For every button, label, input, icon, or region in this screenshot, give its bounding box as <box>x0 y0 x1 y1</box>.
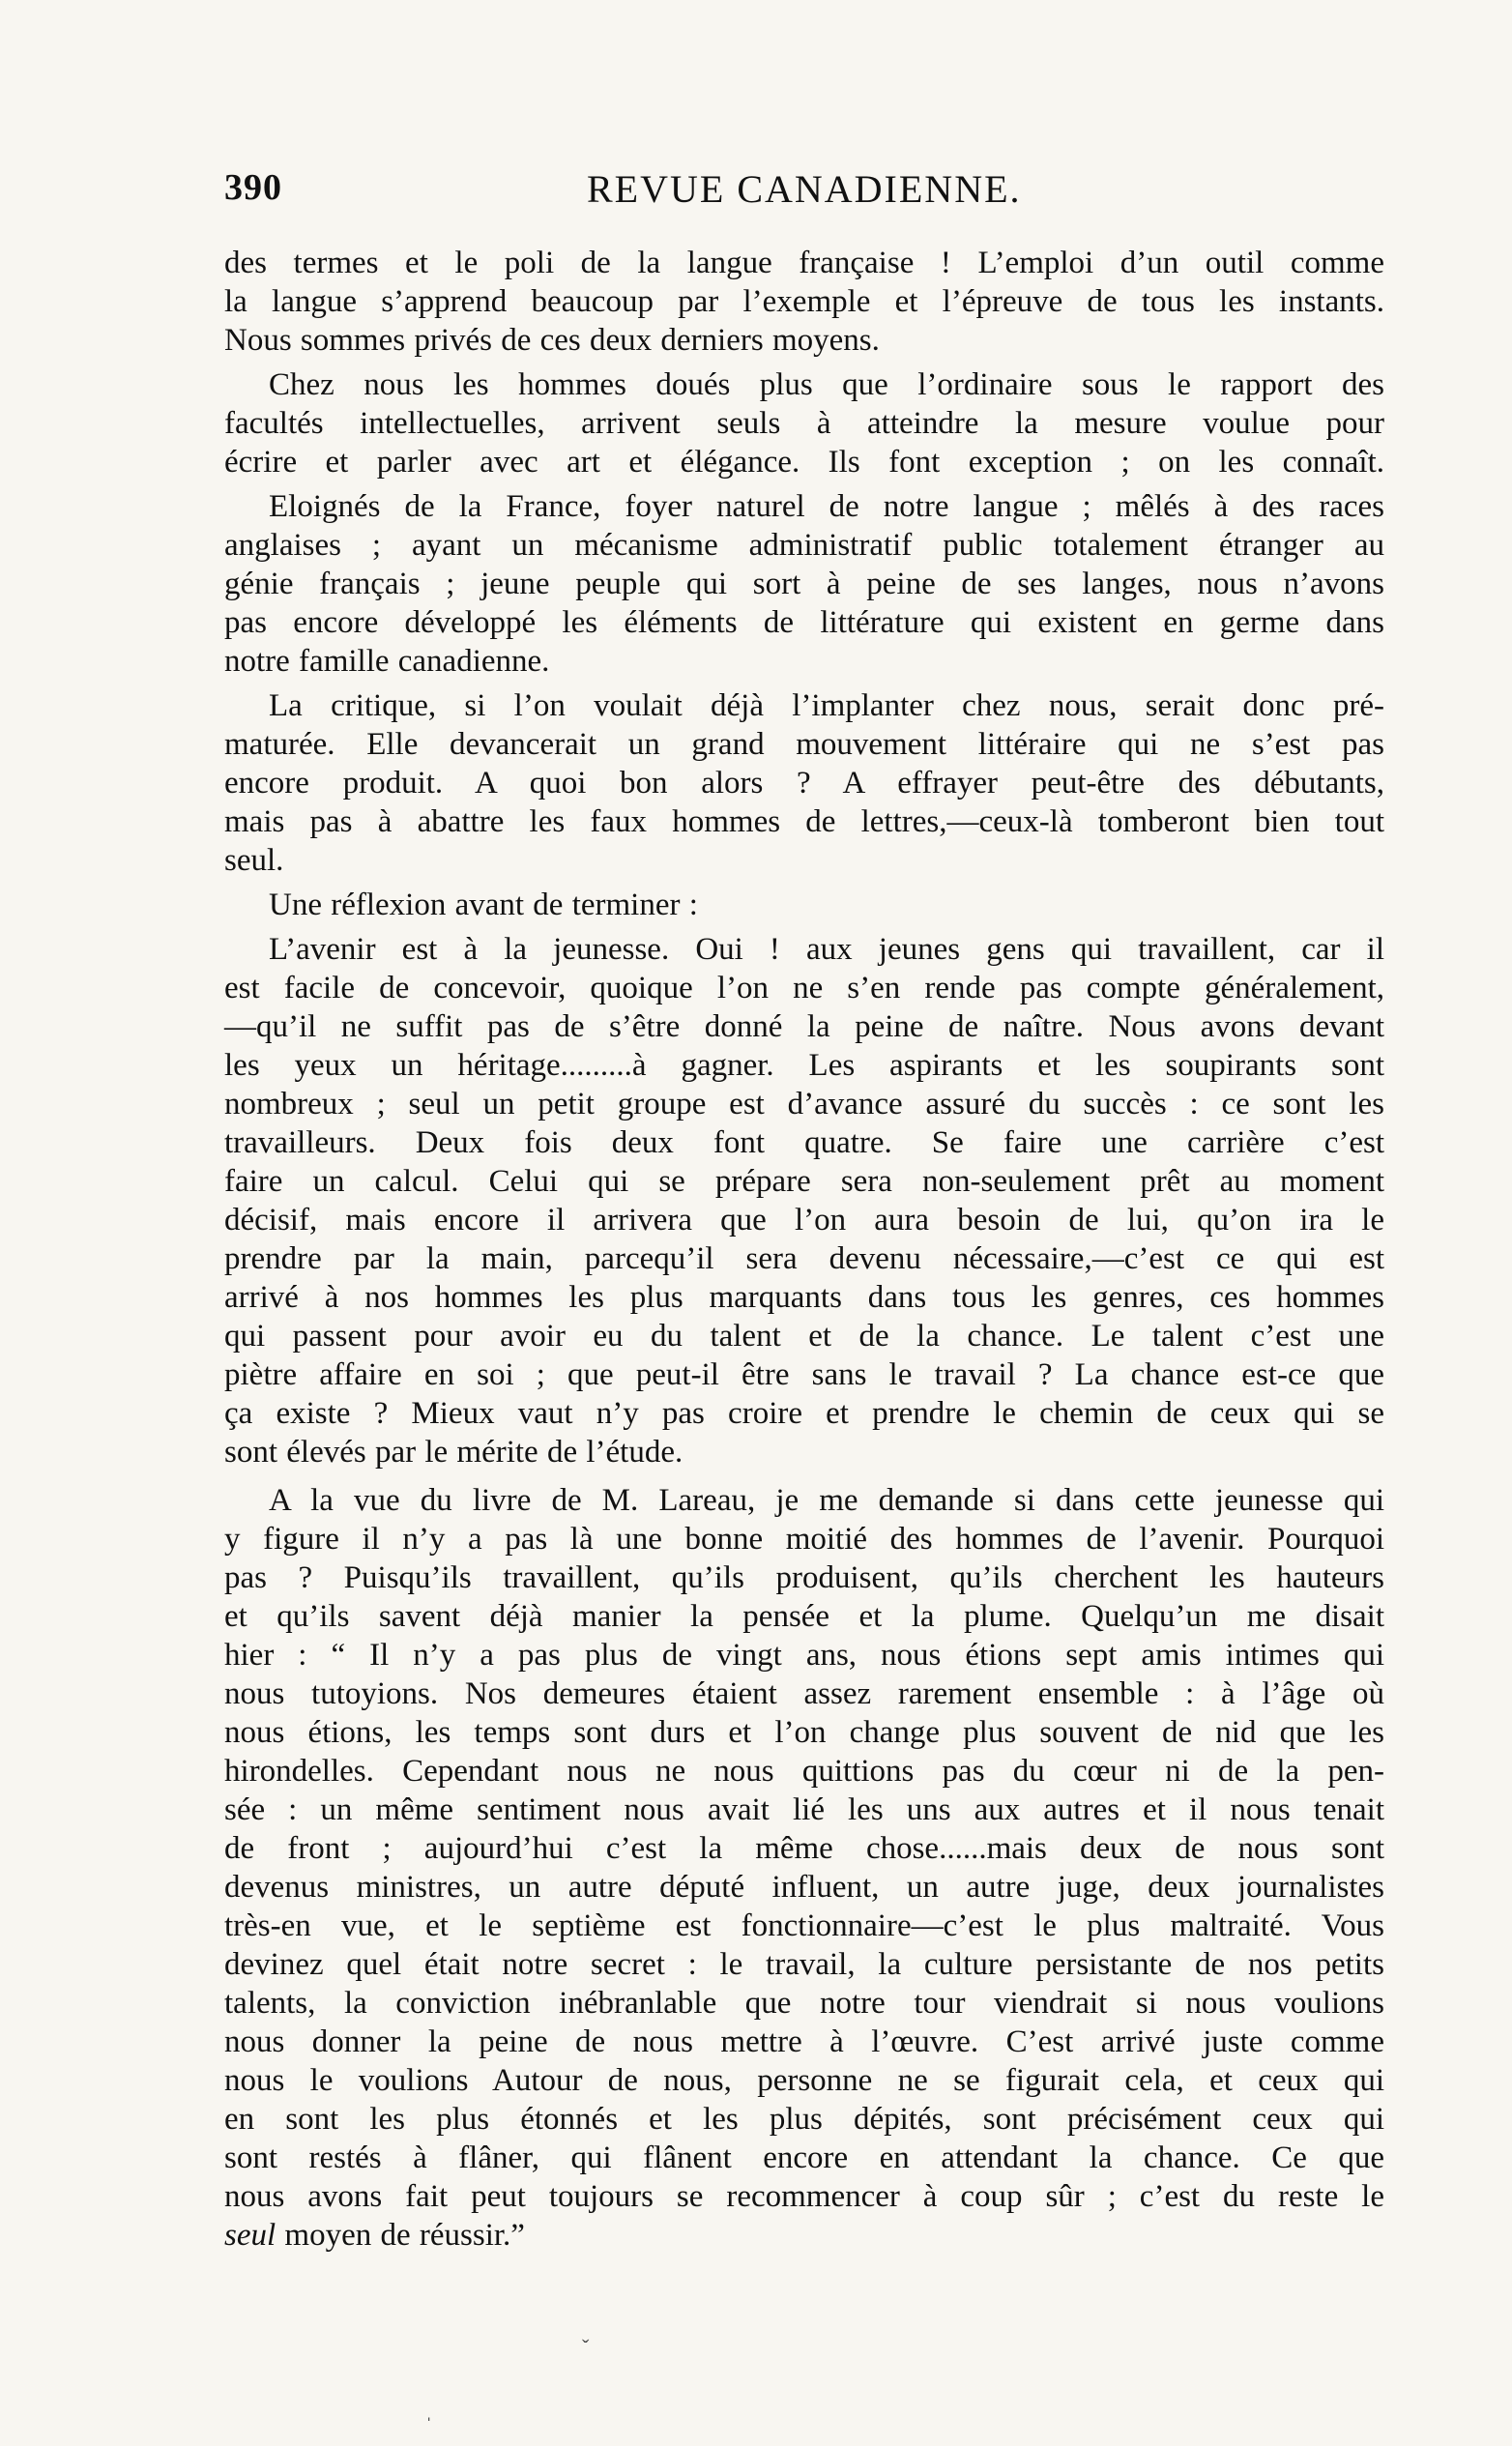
text-line: en sont les plus étonnés et les plus dépités, sont précisément ceux qui <box>224 2102 1384 2137</box>
text-line: écrire et parler avec art et élégance. Ils font exception ; on les connaît. <box>224 445 1384 480</box>
paragraph <box>224 686 1384 880</box>
page-header <box>224 166 1384 215</box>
paragraph <box>224 244 1384 360</box>
text-line: Nous sommes privés de ces deux derniers moyens. <box>224 323 880 358</box>
page-number: 390 <box>224 167 282 208</box>
text-line: notre famille canadienne. <box>224 644 550 679</box>
text-line: qui passent pour avoir eu du talent et de la chance. Le talent c’est une <box>224 1319 1384 1354</box>
text-line: nous avons fait peut toujours se recommencer à coup sûr ; c’est du reste le <box>224 2179 1384 2214</box>
text-line: ça existe ? Mieux vaut n’y pas croire et prendre le chemin de ceux qui se <box>224 1396 1384 1431</box>
text-line: nous donner la peine de nous mettre à l’œuvre. C’est arrivé juste comme <box>224 2024 1384 2059</box>
text-line: très-en vue, et le septième est fonctionnaire—c’est le plus maltraité. Vous <box>224 1908 1384 1943</box>
text-line: nous tutoyions. Nos demeures étaient assez rarement ensemble : à l’âge où <box>224 1676 1384 1711</box>
text-line: Chez nous les hommes doués plus que l’ordinaire sous le rapport des <box>269 367 1384 402</box>
text-line: décisif, mais encore il arrivera que l’on aura besoin de lui, qu’on ira le <box>224 1203 1384 1238</box>
text-line: et qu’ils savent déjà manier la pensée et la plume. Quelqu’un me disait <box>224 1599 1384 1634</box>
text-line: devinez quel était notre secret : le travail, la culture persistante de nos petits <box>224 1947 1384 1982</box>
text-line: —qu’il ne suffit pas de s’être donné la peine de naître. Nous avons devant <box>224 1009 1384 1044</box>
text-line: des termes et le poli de la langue française ! L’emploi d’un outil comme <box>224 246 1384 280</box>
text-line: nous le voulions Autour de nous, personne ne se figurait cela, et ceux qui <box>224 2063 1384 2098</box>
text-line: est facile de concevoir, quoique l’on ne s’en rende pas compte généralement, <box>224 971 1384 1005</box>
text-line: les yeux un héritage.........à gagner. Les aspirants et les soupirants sont <box>224 1048 1384 1083</box>
text-line: sont élevés par le mérite de l’étude. <box>224 1435 683 1470</box>
article-body <box>224 244 1384 2260</box>
text-line: pas encore développé les éléments de littérature qui existent en germe dans <box>224 605 1384 640</box>
text-line: nous étions, les temps sont durs et l’on change plus souvent de nid que les <box>224 1715 1384 1750</box>
text-line: hier : “ Il n’y a pas plus de vingt ans, nous étions sept amis intimes qui <box>224 1638 1384 1673</box>
final-text: moyen de réussir.” <box>276 2218 525 2253</box>
text-line: piètre affaire en soi ; que peut-il être sans le travail ? La chance est-ce que <box>224 1357 1384 1392</box>
italic-word: seul <box>224 2218 276 2253</box>
text-line: anglaises ; ayant un mécanisme administratif public totalement étranger au <box>224 528 1384 563</box>
text-line: arrivé à nos hommes les plus marquants dans tous les genres, ces hommes <box>224 1280 1384 1315</box>
text-line: maturée. Elle devancerait un grand mouvement littéraire qui ne s’est pas <box>224 727 1384 762</box>
text-line: faire un calcul. Celui qui se prépare sera non-seulement prêt au moment <box>224 1164 1384 1199</box>
paragraph <box>224 930 1384 1471</box>
text-line: talents, la conviction inébranlable que notre tour viendrait si nous voulions <box>224 1986 1384 2021</box>
text-line: facultés intellectuelles, arrivent seuls à atteindre la mesure voulue pour <box>224 406 1384 441</box>
text-line: A la vue du livre de M. Lareau, je me demande si dans cette jeunesse qui <box>269 1483 1384 1518</box>
paragraph <box>224 365 1384 481</box>
text-line: pas ? Puisqu’ils travaillent, qu’ils produisent, qu’ils cherchent les hauteurs <box>224 1560 1384 1595</box>
print-speck: ˇ <box>582 2335 590 2359</box>
text-line: mais pas à abattre les faux hommes de lettres,—ceux-là tomberont bien tout <box>224 804 1384 839</box>
text-line: La critique, si l’on voulait déjà l’implanter chez nous, serait donc pré- <box>269 688 1384 723</box>
text-line: la langue s’apprend beaucoup par l’exemple et l’épreuve de tous les instants. <box>224 284 1384 319</box>
paragraph <box>224 1481 1384 2255</box>
text-line: y figure il n’y a pas là une bonne moitié des hommes de l’avenir. Pourquoi <box>224 1522 1384 1557</box>
running-title: REVUE CANADIENNE. <box>587 167 1022 211</box>
text-line: de front ; aujourd’hui c’est la même chose......mais deux de nous sont <box>224 1831 1384 1866</box>
text-line: sont restés à flâner, qui flânent encore en attendant la chance. Ce que <box>224 2140 1384 2175</box>
text-line: L’avenir est à la jeunesse. Oui ! aux jeunes gens qui travaillent, car il <box>269 932 1384 967</box>
paragraph <box>224 886 1384 924</box>
text-line: hirondelles. Cependant nous ne nous quittions pas du cœur ni de la pen- <box>224 1754 1384 1789</box>
text-line: Eloignés de la France, foyer naturel de notre langue ; mêlés à des races <box>269 489 1384 524</box>
print-speck: ˈ <box>425 2413 433 2437</box>
text-line: encore produit. A quoi bon alors ? A effrayer peut-être des débutants, <box>224 766 1384 801</box>
paragraph <box>224 487 1384 681</box>
text-line: seul. <box>224 843 284 878</box>
text-line: devenus ministres, un autre député influent, un autre juge, deux journalistes <box>224 1870 1384 1905</box>
text-line: nombreux ; seul un petit groupe est d’avance assuré du succès : ce sont les <box>224 1087 1384 1121</box>
text-line: travailleurs. Deux fois deux font quatre. Se faire une carrière c’est <box>224 1125 1384 1160</box>
text-line: génie français ; jeune peuple qui sort à peine de ses langes, nous n’avons <box>224 567 1384 601</box>
text-line-final <box>224 2216 1384 2255</box>
text-line: prendre par la main, parcequ’il sera devenu nécessaire,—c’est ce qui est <box>224 1241 1384 1276</box>
text-line: sée : un même sentiment nous avait lié les uns aux autres et il nous tenait <box>224 1792 1384 1827</box>
text-line: Une réflexion avant de terminer : <box>269 888 698 922</box>
